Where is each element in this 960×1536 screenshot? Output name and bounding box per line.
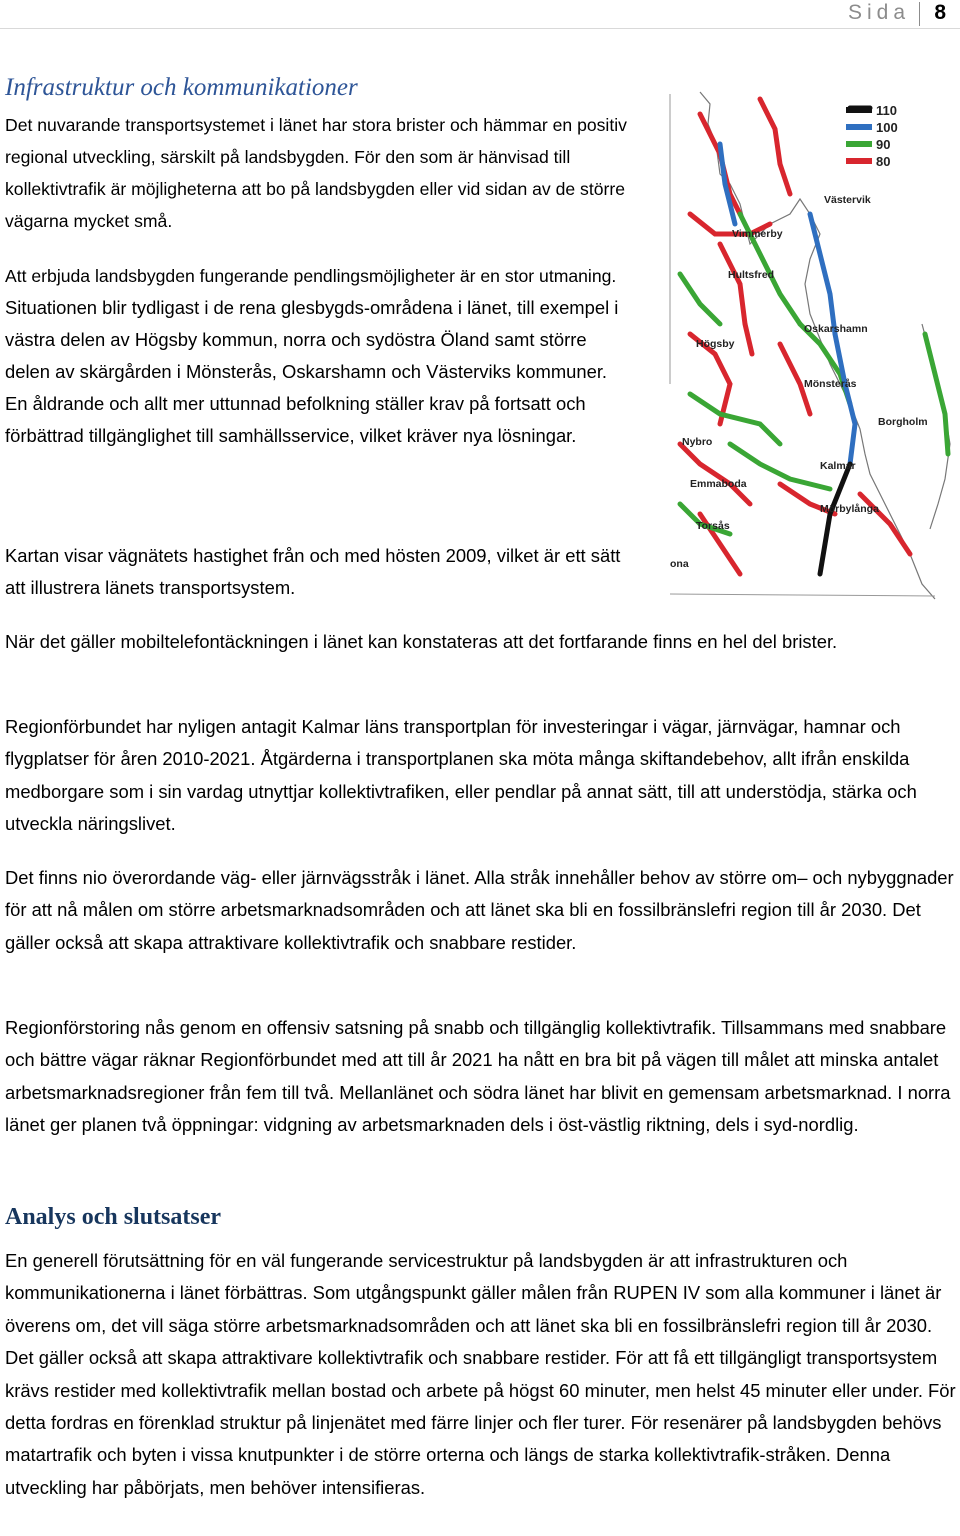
place-monsteras: Mönsterås — [804, 378, 857, 390]
map-bottom-edge — [670, 594, 935, 596]
analysis-title: Analys och slutsatser — [5, 1204, 222, 1230]
paragraph-challenge — [5, 260, 620, 452]
header-label: Sida — [847, 1, 910, 24]
legend-label-90: 90 — [876, 137, 891, 152]
paragraph-corridors: Det finns nio överordande väg- eller järnvägsstråk i länet. Alla stråk innehåller behov av större om– och nybyggnader för att nå målen om större arbetsmarknadsområden och att länet ska bli en fossilbränslefri region till år 2030. Det gäller också att skapa attraktivare kollektivtrafik och snabbare restider. — [5, 867, 954, 953]
paragraph-challenge-body: Situationen blir tydligast i de rena glesbygds-områdena i länet, till exempel i västra delen av Högsby kommun, norra och sydöstra Öland samt större delen av skärgården i Mönsterås, Oskarshamn och Västerviks kommuner. En åldrande och allt mer uttunnad befolkning ställer krav på fortsatt och förbättrad tillgänglighet till samhällsservice, vilket kräver nya lösningar. — [5, 297, 619, 446]
analysis-paragraph: En generell förutsättning för en väl fungerande servicestruktur på landsbygden är att infrastrukturen och kommunikationerna i länet förbättras. Som utgångspunkt gäller målen från RUPEN IV som alla kommuner i länet är överens om, det vill säga större arbetsmarknadsområden och att länet ska bli en fossilbränslefri region till år 2030. Det gäller också att skapa attraktivare kollektivtrafik och snabbare restider. För att få ett tillgängligt transportsystem krävs restider med kollektivtrafik mellan bostad och arbete på högst 60 minuter, men helst 45 minuter eller under. För detta fordras en förenklad struktur på linjenätet med färre linjer och fler turer. För resenärer på landsbygden behövs matartrafik och byten i vissa knutpunkter i de större orterna och längs de starka kollektivtrafik-stråken. Denna utveckling har påbörjats, men behöver intensifieras. — [5, 1250, 956, 1498]
place-nybro: Nybro — [682, 436, 713, 448]
place-vimmerby: Vimmerby — [732, 228, 783, 240]
place-vastervik: Västervik — [824, 194, 871, 206]
page-header — [0, 0, 960, 29]
legend-label-100: 100 — [876, 120, 898, 135]
place-hultsfred: Hultsfred — [728, 269, 775, 281]
paragraph-map-caption: Kartan visar vägnätets hastighet från och med hösten 2009, vilket är ett sätt att illustrera länets transportsystem. — [5, 545, 621, 598]
section-title: Infrastruktur och kommunikationer — [5, 74, 358, 101]
road-speed-map — [660, 84, 960, 604]
paragraph-region: Regionförstoring nås genom en offensiv satsning på snabb och tillgänglig kollektivtrafik. Tillsammans med snabbare och bättre vägar räknar Regionförbundet med att till år 2021 ha nått en bra bit på vägen till målet att minska antalet arbetsmarknadsregioner från fem till två. Mellanlänet och södra länet har blivit en gemensam arbetsmarknad. I norra länet ger planen två öppningar: vidgning av arbetsmarknaden dels i öst-västlig riktning, dels i syd-nordlig. — [5, 1017, 951, 1136]
place-oskarshamn: Oskarshamn — [804, 323, 868, 335]
road-map-svg — [660, 84, 960, 604]
place-kalmar: Kalmar — [820, 460, 856, 472]
coastline — [700, 92, 935, 599]
place-emmaboda: Emmaboda — [690, 478, 747, 490]
place-hogsby: Högsby — [696, 338, 735, 350]
legend-label-80: 80 — [876, 154, 891, 169]
paragraph-transport-plan: Regionförbundet har nyligen antagit Kalmar läns transportplan för investeringar i vägar, järnvägar, hamnar och flygplatser för åren 2010-2021. Åtgärderna i transportplanen ska möta många skiftandebehov, allt ifrån enskilda medborgare som i sin vardag utnyttjar kollektivtrafiken, eller pendlar på annat sätt, till att understödja, stärka och utveckla näringslivet. — [5, 716, 917, 835]
legend-label-110: 110 — [876, 103, 897, 118]
header-divider — [919, 2, 920, 26]
place-borgholm: Borgholm — [878, 416, 928, 428]
intro-paragraph: Det nuvarande transportsystemet i länet har stora brister och hämmar en positiv regional utveckling, särskilt på landsbygden. För den som är hänvisad till kollektivtrafik är möjligheterna att bo på landsbygden eller vid sidan av de större vägarna mycket små. — [5, 115, 627, 231]
page-number: 8 — [934, 1, 946, 24]
paragraph-challenge-lead: Att erbjuda landsbygden fungerande pendlingsmöjligheter är en stor utmaning. — [5, 266, 617, 286]
map-legend — [846, 103, 898, 169]
place-partial: ona — [670, 558, 689, 570]
place-torsas: Torsås — [696, 520, 730, 532]
paragraph-mobile: När det gäller mobiltelefontäckningen i länet kan konstateras att det fortfarande finns en hel del brister. — [5, 631, 838, 652]
place-morbylanga: Mörbylånga — [820, 503, 879, 515]
